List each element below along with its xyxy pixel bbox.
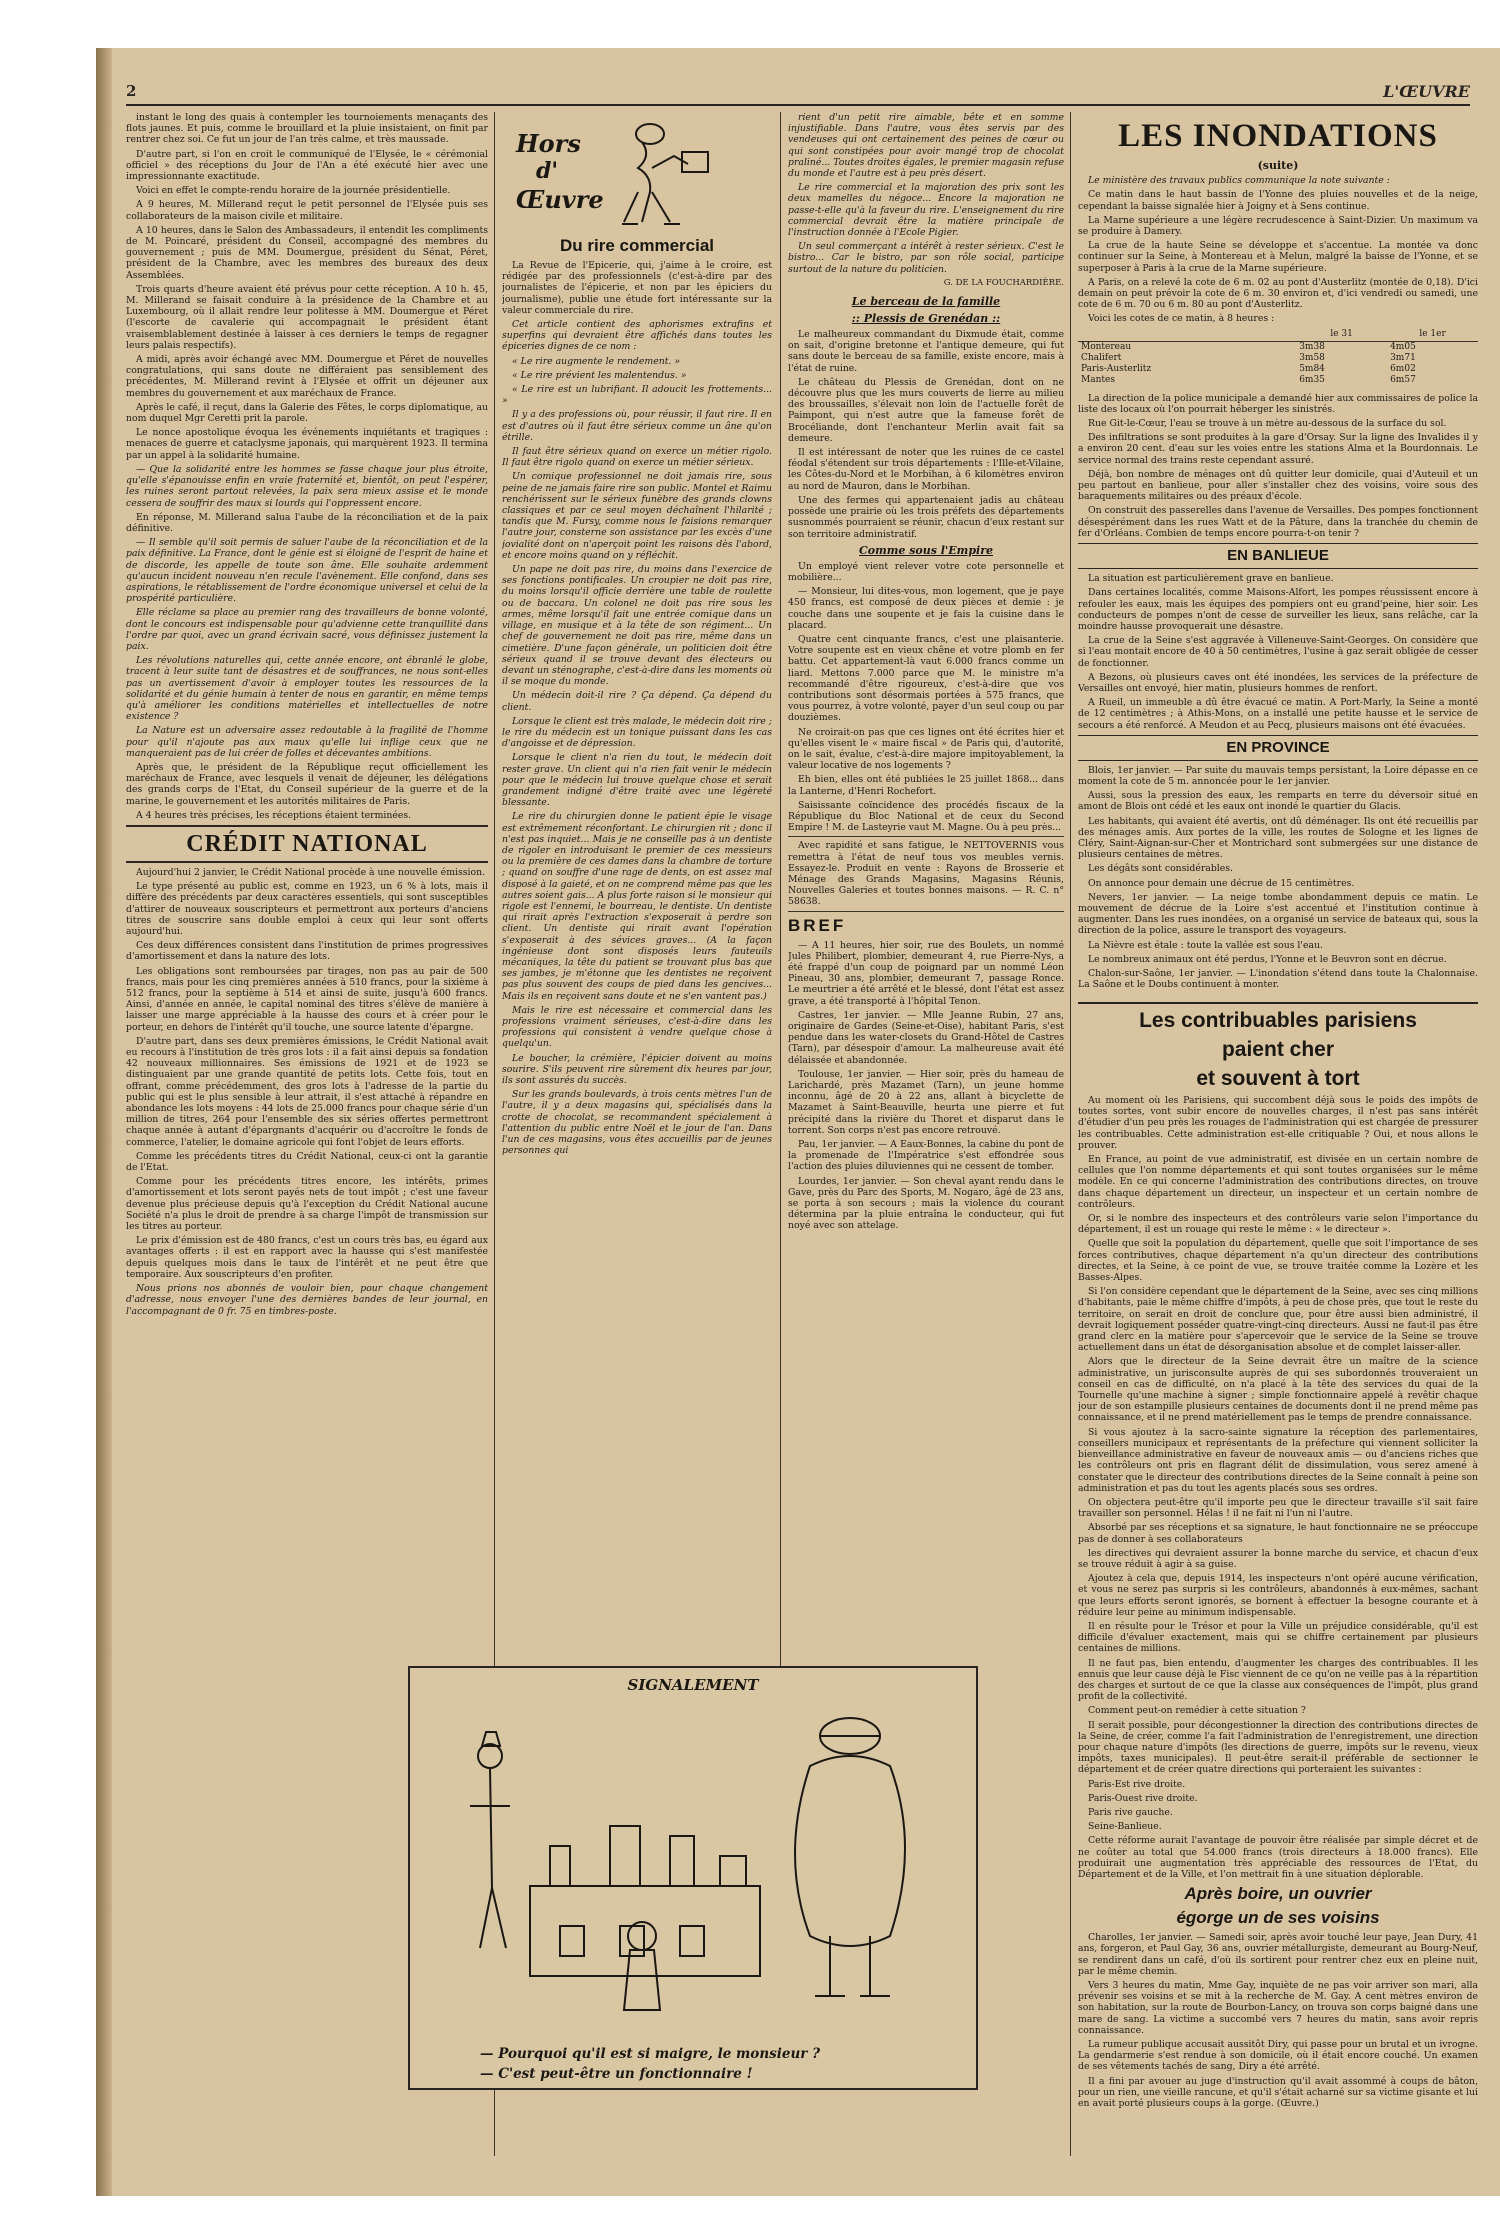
paragraph: Cet article contient des aphorismes extrafins et superfins qui devraient être affichés dans toutes les épiceries dignes de ce nom : — [502, 319, 772, 353]
paragraph: rient d'un petit rire aimable, bête et en somme injustifiable. Dans l'autre, vous êtes servis par des vendeuses qui ont certainement des peines de cœur ou qui sont constipées pour avoir mangé trop de chocolat praliné... Toutes droites égales, le premier magasin refuse du monde et l'autre est à peu près désert. — [788, 112, 1064, 180]
banlieue-title: EN BANLIEUE — [1078, 543, 1478, 569]
subscriber-notice: Nous prions nos abonnés de vouloir bien, pour chaque changement d'adresse, nous envoyer l'une des dernières bandes de leur journal, en l'accompagnant de 0 fr. 75 en timbres-poste. — [126, 1283, 488, 1317]
paragraph: Alors que le directeur de la Seine devrait être un maître de la science administrative, un jurisconsulte auprès de qui ses subordonnés trouveraient un conseil en cas de difficulté, on n'a placé à la tête des services du quai de la Tournelle qu'une machine à signer ; simple fonctionnaire appelé à revêtir chaque jour de son estampille plusieurs centaines de documents dont il ne prend même pas connaissance, et il ne prend matériellement pas le temps de prendre connaissance. — [1078, 1356, 1478, 1424]
bref-title: BREF — [788, 915, 847, 935]
quote: Elle réclame sa place au premier rang des travailleurs de bonne volonté, dont le concours est indispensable pour qu'advienne cette tranquillité dans l'ordre par quoi, avec un grand écrivain sacré, vous définissez justement la paix. — [126, 607, 488, 652]
paragraph: Il faut être sérieux quand on exerce un métier rigolo. Il faut être rigolo quand on exerce un métier sérieux. — [502, 446, 772, 469]
paragraph: — Monsieur, lui dites-vous, mon logement, que je paye 450 francs, est composé de deux pièces et demie : je couche dans une soupente et je fais la cuisine dans le placard. — [788, 586, 1064, 631]
paragraph: Quatre cent cinquante francs, c'est une plaisanterie. Votre soupente est en vieux chêne et votre plomb en fer battu. Cet appartement-là vaut 6.000 francs comme un liard. Mettons 7.000 parce que M. le ministre m'a recommandé d'être rigoureux, c'est-à-dire que vos contributions sont désormais portées à 575 francs, que vous pourrez, à votre volonté, payer d'un seul coup ou par douzièmes. — [788, 633, 1064, 724]
paragraph: Aussi, sous la pression des eaux, les remparts en terre du déversoir situé en amont de Blois ont cédé et les eaux ont inondé le quartier du Glacis. — [1078, 790, 1478, 813]
paragraph: Un comique professionnel ne doit jamais rire, sous peine de ne jamais faire rire son public. Montel et Raimu renchérissent sur le sérieux funèbre des grands clowns classiques et par ce seul moyen déchaînent l'hilarité ; tandis que M. Fursy, comme nous le faisions remarquer l'autre jour, consterne son assistance par les excès d'une jovialité dont on n'aperçoit point les raisons dès l'abord, et encore moins quand on y réfléchit. — [502, 471, 772, 561]
logo-d: d' — [536, 158, 559, 184]
paragraph: Vers 3 heures du matin, Mme Gay, inquiète de ne pas voir arriver son mari, alla prévenir ses voisins et se mit à la recherche de M. Gay. A cent mètres environ de son habitation, sur la route de Bourbon-Lancy, on trouva son corps baigné dans une mare de sang. La victime a succombé vers 7 heures du matin, sans avoir repris connaissance. — [1078, 1980, 1478, 2036]
paragraph: Voici les cotes de ce matin, à 8 heures : — [1088, 313, 1275, 325]
paragraph: Une des fermes qui appartenaient jadis au château possède une prairie où les trois préfets des départements susnommés pourraient se réunir, chacun d'eux restant sur son territoire administratif. — [788, 494, 1064, 540]
paragraph: Au moment où les Parisiens, qui succombent déjà sous le poids des impôts de toutes sortes, vont subir encore de nouvelles charges, il n'est pas sans intérêt d'étudier d'un peu près les rouages de l'administration qui est chargée de pressurer les contribuables. Cette administration est-elle critiquable ? Oui, et nous allons le prouver. — [1078, 1095, 1478, 1151]
paragraph: D'autre part, dans ses deux premières émissions, le Crédit National avait eu recours à l'institution de très gros lots : il a fait ainsi depuis sa fondation 42 nouveaux millionnaires. Ses émissions de 1921 et de 1923 se distinguaient par une grande quantité de petits lots. Cette fois, tout en offrant, comme précédemment, des gros lots à l'adresse de la partie du public qui est le plus sensible à leur attrait, il s'est attaché à répandre en abondance les lots moyens : 44 lots de 25.000 francs pour chaque série d'un million de titres, 264 pour l'ensemble des six séries offertes permettront chaque année à autant d'épargnants d'acquérir ou d'accroître le fonds de commerce, l'atelier, le domaine agricole qui font l'objet de leurs efforts. — [126, 1035, 488, 1148]
quote: — Que la solidarité entre les hommes se fasse chaque jour plus étroite, qu'elle s'épanouisse enfin en vraie fraternité et, bientôt, on peut l'espérer, les ruines seront partout relevées, la paix sera mieux assise et le monde cessera de souffrir des maux si lourds qui l'oppressent encore. — [126, 463, 488, 509]
list-item: Paris-Est rive droite. — [1088, 1778, 1186, 1790]
paragraph: A Rueil, un immeuble a dû être évacué ce matin. A Port-Marly, la Seine a monté de 12 centimètres ; à Athis-Mons, on a installé une petite hausse et le service de secours a été renforcé. A Meudon et au Pecq, plusieurs maisons ont été évacuées. — [1078, 697, 1478, 731]
cartoon-caption-2: — C'est peut-être un fonctionnaire ! — [480, 2066, 753, 2082]
paragraph: D'autre part, si l'on en croit le communiqué de l'Elysée, le « cérémonial officiel » des réceptions du Jour de l'An a été exécuté hier avec une impressionnante exactitude. — [126, 148, 488, 183]
paragraph: Comme les précédents titres du Crédit National, ceux-ci ont la garantie de l'Etat. — [126, 1150, 488, 1174]
hors-doeuvre-logo — [502, 112, 772, 230]
paragraph: Lorsque le client est très malade, le médecin doit rire ; le rire du médecin est un tonique puissant dans les cas d'angoisse et de dépression. — [502, 715, 772, 750]
empire-title: Comme sous l'Empire — [859, 543, 993, 557]
paragraph: Si vous ajoutez à la sacro-sainte signature la réception des parlementaires, conseillers municipaux et représentants de la préfecture qui viennent solliciter la bienveillance administrative en faveur de nouveaux amis — ou d'anciens riches que les contrôleurs ont pris en flagrant délit de dissimulation, vous serez amené à constater que le directeur des contributions directes de la Seine connaît à peine son administration et pas du tout les agents placés sous ses ordres. — [1078, 1426, 1478, 1494]
paragraph: Voici en effet le compte-rendu horaire de la journée présidentielle. — [136, 185, 451, 197]
paragraph: Saisissante coïncidence des procédés fiscaux de la République du Bloc National et de ceux du Second Empire ! M. de Lasteyrie vaut M. Magne. Ou à peu près... — [788, 799, 1064, 834]
contribuables-block — [1078, 998, 1478, 2156]
paragraph: Après le café, il reçut, dans la Galerie des Fêtes, le corps diplomatique, au nom duquel Mgr Ceretti prit la parole. — [126, 401, 488, 425]
paragraph: Le boucher, la crémière, l'épicier doivent au moins sourire. S'ils peuvent rire sûrement dix heures par jour, ils sont assurés du succès. — [502, 1052, 772, 1087]
paragraph: Eh bien, elles ont été publiées le 25 juillet 1868... dans la Lanterne, d'Henri Rochefort. — [788, 774, 1064, 797]
paragraph: A Paris, on a relevé la cote de 6 m. 02 au pont d'Austerlitz (montée de 0,18). D'ici demain on peut prévoir la cote de 6 m. 30 environ et, d'ici vendredi ou samedi, une cote de 6 m. 70 ou 6 m. 80 au pont d'Austerlitz. — [1078, 276, 1478, 311]
list-item: Seine-Banlieue. — [1088, 1821, 1162, 1833]
paragraph: Ce matin dans le haut bassin de l'Yonne des pluies nouvelles et de la neige, cependant la baisse signalée hier à Joigny et à Sens continue. — [1078, 189, 1478, 212]
newspaper-scan — [96, 48, 1500, 2196]
brief-item: Toulouse, 1er janvier. — Hier soir, près du hameau de Larichardé, près Mazamet (Tarn), un jeune homme inconnu, âgé de 20 à 22 ans, allant à bicyclette de Mazamet à Saint-Beauville, heurta une pierre et fut précipité dans la rivière du Thoret et disparut dans le torrent. Son corps n'est pas encore retrouvé. — [788, 1068, 1064, 1136]
article-title: Du rire commercial — [559, 236, 714, 255]
paragraph: Il en résulte pour le Trésor et pour la Ville un préjudice considérable, qu'il est difficile d'évaluer exactement, mais qui se chiffre certainement par plusieurs centaines de millions. — [1078, 1620, 1478, 1655]
quote: — Il semble qu'il soit permis de saluer l'aube de la réconciliation et de la paix définitive. La France, dont le génie est si éloigné de l'esprit de haine et de discorde, les appelle de toute son âme. Elle souhaite ardemment qu'aucun incident nouveau n'en recule l'avènement. Elle confond, dans ses aspirations, le rétablissement de l'ordre économique universel et celui de la prospérité particulière. — [126, 537, 488, 605]
inondations-block — [1078, 112, 1478, 992]
column-3 — [788, 112, 1064, 1726]
paragraph: Le prix d'émission est de 480 francs, c'est un cours très bas, eu égard aux avantages offerts : il est en rapport avec la hausse qui s'est manifestée depuis quelques mois dans le taux de l'intérêt et ne peut être que temporaire. Aux souscripteurs d'en profiter. — [126, 1235, 488, 1280]
suite-label: (suite) — [1257, 159, 1299, 172]
paragraph: instant le long des quais à contempler les tournoiements menaçants des flots jaunes. Et puis, comme le brouillard et la pluie insistaient, on finit par rentrer chez soi. Ce fut un jour de l'an très calme, et très maussade. — [126, 112, 488, 146]
column-rule — [780, 112, 781, 1726]
province-title: EN PROVINCE — [1078, 735, 1478, 761]
running-head — [126, 78, 1470, 106]
paragraph: La crue de la haute Seine se développe et s'accentue. La montée va donc continuer sur la Seine, à Montereau et à Melun, malgré la baisse de l'Yonne, et se superposer à Paris à la crue de la Marne supérieure. — [1078, 240, 1478, 274]
aphorism: « Le rire prévient les malentendus. » — [512, 369, 687, 381]
list-item: Paris-Ouest rive droite. — [1088, 1792, 1198, 1804]
paragraph: Ces deux différences consistent dans l'institution de primes progressives d'amortissement et dans la nature des lots. — [126, 940, 488, 963]
quote: La Nature est un adversaire assez redoutable à la fragilité de l'homme pour qu'il n'ajoute pas aux maux qu'elle lui inflige ceux que ne manqueraient pas de lui créer de folles et décevantes ambitions. — [126, 725, 488, 759]
paragraph: A midi, après avoir échangé avec MM. Doumergue et Péret de nouvelles congratulations, qui sans doute ne différaient pas sensiblement des précédentes, M. Millerand revint à l'Elysée et offrit un déjeuner aux membres du gouvernement et aux maréchaux de France. — [126, 354, 488, 399]
paragraph: Un seul commerçant a intérêt à rester sérieux. C'est le bistro... Car le bistro, par son rôle social, participe surtout de la nature du politicien. — [788, 241, 1064, 275]
paragraph: Le château du Plessis de Grenédan, dont on ne découvre plus que les murs couverts de lierre au milieu des broussailles, s'élevait non loin de l'actuelle forêt de Paimpont, qui n'est autre que la fameuse forêt de Brocéliande, dont l'enchanteur Merlin avait fait sa demeure. — [788, 376, 1064, 444]
brief-item: Castres, 1er janvier. — Mlle Jeanne Rubin, 27 ans, originaire de Gardes (Seine-et-Oise), habitant Paris, s'est pendue dans les water-closets du Grand-Hôtel de Castres (Tarn), par désespoir d'amour. La malheureuse avait été délaissée et abandonnée. — [788, 1009, 1064, 1066]
brief-item: — A 11 heures, hier soir, rue des Boulets, un nommé Jules Philibert, plombier, demeurant 4, rue Pierre-Nys, a été frappé d'un coup de poignard par un nommé Léon Pineau, 30 ans, plombier, demeurant 7, passage Ronce. Le meurtrier a été arrêté et le blessé, dont l'état est assez grave, a été transporté à l'hôpital Tenon. — [788, 939, 1064, 1007]
paragraph: Aujourd'hui 2 janvier, le Crédit National procède à une nouvelle émission. — [136, 866, 486, 878]
credit-national-headline: CRÉDIT NATIONAL — [126, 825, 488, 863]
column-rule — [1070, 112, 1071, 2156]
contribuables-headline-2: paient cher — [1221, 1038, 1335, 1061]
cartoon-caption-1: — Pourquoi qu'il est si maigre, le monsieur ? — [480, 2046, 820, 2062]
newspaper-name: L'ŒUVRE — [1383, 82, 1470, 101]
table-header: le 31 le 1er — [1078, 328, 1478, 342]
paragraph: Le type présenté au public est, comme en 1923, un 6 % à lots, mais il diffère des précédents par deux caractères essentiels, qui sont susceptibles d'attirer de nouveaux souscripteurs et permettront aux porteurs d'anciens titres de souscrire sans double emploi à ceux qui leur sont offerts aujourd'hui. — [126, 881, 488, 937]
table-row: Paris-Austerlitz 5m84 6m02 — [1081, 364, 1416, 375]
paragraph: Il y a des professions où, pour réussir, il faut rire. Il en est d'autres où il faut être sérieux comme un âne qu'on étrille. — [502, 409, 772, 443]
paragraph: A Bezons, où plusieurs caves ont été inondées, les services de la préfecture de Versailles ont envoyé, hier matin, plusieurs hommes de renfort. — [1078, 671, 1478, 694]
paragraph: Cette réforme aurait l'avantage de pouvoir être réalisée par simple décret et de ne coûter au total que 54.000 francs (trois directeurs à 18.000 francs). Elle produirait une augmentation très appréciable des ressources de l'Etat, du Département et de la Ville, et l'on mettrait fin à une situation déplorable. — [1078, 1835, 1478, 1880]
berceau-title: Le berceau de la famille — [851, 295, 1001, 309]
paragraph: La situation est particulièrement grave en banlieue. — [1088, 573, 1334, 585]
cartoon-signalement — [408, 1666, 978, 2090]
paragraph: Lorsque le client n'a rien du tout, le médecin doit rester grave. Un client qui n'a rien fait venir le médecin pour que le médecin lui trouve quelque chose et serait grandement indigné d'être traité avec une légèreté blessante. — [502, 752, 772, 809]
page-number: 2 — [126, 82, 137, 100]
list-item: Paris rive gauche. — [1088, 1806, 1173, 1818]
table-row: Mantes 6m35 6m57 — [1081, 375, 1416, 386]
brief-item: Lourdes, 1er janvier. — Son cheval ayant rendu dans le Gave, près du Parc des Sports, M. Nogaro, âgé de 23 ans, se porta à son secours ; mais la violence du courant détermina par la pluie entraîna le conducteur, qui fut noyé avec son attelage. — [788, 1175, 1064, 1232]
paragraph: A 9 heures, M. Millerand reçut le petit personnel de l'Elysée puis ses collaborateurs de la maison civile et militaire. — [126, 199, 488, 222]
paragraph: Si l'on considère cependant que le département de la Seine, avec ses cinq millions d'habitants, paie le même chiffre d'impôts, à peu de chose près, que tout le reste du territoire, on serait en droit de conclure que, pour être aussi bien administré, il devrait logiquement posséder quatre-vingt-cinq directeurs. Aussi ne faut-il pas être grand clerc en la matière pour s'apercevoir que le service de la Seine se trouve actuellement dans un état de désorganisation absolue et de complet laisser-aller. — [1078, 1286, 1478, 1354]
inondations-headline: LES INONDATIONS — [1118, 118, 1438, 154]
aphorism: « Le rire est un lubrifiant. Il adoucit les frottements... » — [502, 384, 772, 407]
paragraph: Il ne faut pas, bien entendu, d'augmenter les charges des contribuables. Il les ennuis que leur cause déjà le Fisc viennent de ce qu'on ne veille pas à la répartition des charges et surtout de ce que la classe aux conséquences de l'impôt, plus grand profit de la collectivité. — [1078, 1657, 1478, 1703]
chef-drawing-icon — [502, 112, 772, 230]
paragraph: Charolles, 1er janvier. — Samedi soir, après avoir touché leur paye, Jean Dury, 41 ans, forgeron, et Paul Gay, 36 ans, ouvrier métallurgiste, demeurant au Bourg-Neuf, se rendirent dans un café, d'où ils sortirent pour rentrer chez eux en pleine nuit, par le même chemin. — [1078, 1932, 1478, 1977]
paragraph: A 10 heures, dans le Salon des Ambassadeurs, il entendit les compliments de M. Poincaré, président du Conseil, accompagné des membres du gouvernement ; puis de MM. Doumergue, président du Sénat, Péret, président de la Chambre, avec les membres des bureaux des deux Assemblées. — [126, 224, 488, 281]
paragraph: Ne croirait-on pas que ces lignes ont été écrites hier et qu'elles visent le « maire fiscal » de Paris qui, d'autorité, on le sait, évalue, c'est-à-dire majore impitoyablement, la valeur locative de nos logements ? — [788, 726, 1064, 772]
paragraph: Des infiltrations se sont produites à la gare d'Orsay. Sur la ligne des Invalides il y a environ 20 cent. d'eau sur les voies entre les stations Alma et la Bourdonnais. Le service normal des trains reste cependant assuré. — [1078, 432, 1478, 466]
water-levels-table — [1078, 328, 1478, 387]
cartoon-title: SIGNALEMENT — [627, 1676, 759, 1694]
paragraph: Déjà, bon nombre de ménages ont dû quitter leur domicile, quai d'Auteuil et un peu partout en banlieue, pour aller s'installer chez des voisins, voire sous des baraquements militaires ou des préaux d'école. — [1078, 468, 1478, 503]
paragraph: Après que, le président de la République reçut officiellement les maréchaux de France, avec lesquels il venait de déjeuner, les délégations des grands corps de l'Etat, du Conseil supérieur de la guerre et de la marine, le gouvernement et les autorités militaires de Paris. — [126, 761, 488, 807]
voisin-title: Après boire, un ouvrier — [1184, 1884, 1372, 1904]
paragraph: Les dégâts sont considérables. — [1088, 863, 1233, 875]
paragraph: Un pape ne doit pas rire, du moins dans l'exercice de ses fonctions pontificales. Un croupier ne doit pas rire, du moins lorsqu'il officie derrière une table de roulette ou de baccara. Un colonel ne doit pas rire sous les armes, même lorsqu'il fait une entrée comique dans un village, en musique et à la tête de son régiment... Un chef de gouvernement ne doit pas rire, même dans un cimetière. D'une façon générale, un politicien doit être sérieux quand il se trouve devant des électeurs ou devant un sténographe, c'est-à-dire dans les moments où il se moque du monde. — [502, 564, 772, 688]
paragraph: Comme pour les précédents titres encore, les intérêts, primes d'amortissement et lots seront payés nets de tout impôt ; c'est une faveur devenue plus précieuse depuis qu'à l'exception du Crédit National aucune Société n'a plus le droit de prendre à sa charge l'impôt de transmission sur les titres au porteur. — [126, 1176, 488, 1233]
berceau-subtitle: :: Plessis de Grenédan :: — [851, 312, 1001, 326]
paragraph: A 4 heures très précises, les réceptions étaient terminées. — [136, 809, 412, 821]
brief-item: Pau, 1er janvier. — A Eaux-Bonnes, la cabine du pont de la promenade de l'Impératrice s'est effondrée sous l'action des pluies diluviennes qui ne cessent de tomber. — [788, 1139, 1064, 1173]
paragraph: Les obligations sont remboursées par tirages, non pas au pair de 500 francs, mais pour les cinq premières années à 510 francs, pour la sixième à 512 francs, pour la septième à 514 et ainsi de suite, jusqu'à 600 francs. Ainsi, d'année en année, le capital nominal des titres s'élève de manière à laisser une marge appréciable à la hausse des cours et à créer pour le porteur, en dehors de l'intérêt qu'il touche, une source latente d'épargne. — [126, 965, 488, 1033]
paragraph: La Marne supérieure a une légère recrudescence à Saint-Dizier. Un maximum va se produire à Damery. — [1078, 214, 1478, 238]
paragraph: Chalon-sur-Saône, 1er janvier. — L'inondation s'étend dans toute la Chalonnaise. La Saône et le Doubs continuent à monter. — [1078, 967, 1478, 991]
paragraph: En réponse, M. Millerand salua l'aube de la réconciliation et de la paix définitive. — [126, 511, 488, 534]
paragraph: Nevers, 1er janvier. — La neige tombe abondamment depuis ce matin. Le mouvement de décrue de la Loire s'est accentué et l'institution continue à augmenter. Dans les rues inondées, on a organisé un service de bateaux qui, sous la direction de la police, assure le transport des voyageurs. — [1078, 891, 1478, 937]
paragraph: Le rire du chirurgien donne le patient épie le visage est extrêmement réconfortant. Le chirurgien rit ; donc il n'est pas inquiet... Mais je ne conseille pas à un dentiste de rigoler en introduisant le premier de ces messieurs ou la première de ces dames dans la chambre de torture ; quand on souffre d'une rage de dents, on est assez mal disposé à la gaieté, et on ne comprend même pas que les autres soient gais... A plus forte raison si le monsieur qui rigole est l'ennemi, le bourreau, le dentiste. Un dentiste qui rirait après l'extraction s'exposerait à perdre son client. Un dentiste qui rirait avant l'opération s'exposerait à des sévices graves... (A la façon ingénieuse dont sont disposés leurs fauteuils mécaniques, la tête du patient se trouvant plus bas que ses jambes, je m'étonne que les dentistes ne reçoivent pas plus souvent des coups de pied dans les gencives... Mais ils en reçoivent sans doute et ne s'en vantent pas.) — [502, 811, 772, 1002]
paragraph: Il a fini par avouer au juge d'instruction qu'il avait assommé à coups de bâton, pour un rien, une vieille rancune, et qu'il s'était acharné sur sa victime gisante et lui en avait porté plusieurs coups à la gorge. (Œuvre.) — [1078, 2075, 1478, 2110]
paragraph: Les habitants, qui avaient été avertis, ont dû déménager. Ils ont été recueillis par des ménages amis. Aux portes de la ville, les routes de Sologne et les lignes de Cléry, Saint-Aignan-sur-Cher et Montrichard sont submergées sur une distance de plusieurs centaines de mètres. — [1078, 815, 1478, 861]
paragraph: Mais le rire est nécessaire et commercial dans les professions vraiment sérieuses, c'est-à-dire dans les professions qui consistent à vendre quelque chose à quelqu'un. — [502, 1004, 772, 1050]
paragraph: La rumeur publique accusait aussitôt Diry, qui passe pour un brutal et un ivrogne. La gendarmerie s'est rendue à son domicile, où il était encore couché. Un examen de ses vêtements tachés de sang, Diry a été arrêté. — [1078, 2039, 1478, 2073]
contribuables-headline-3: et souvent à tort — [1196, 1067, 1360, 1090]
paragraph: Blois, 1er janvier. — Par suite du mauvais temps persistant, la Loire dépasse en ce moment la cote de 5 m. annoncée pour le 1er janvier. — [1078, 764, 1478, 787]
paragraph: les directives qui devraient assurer la bonne marche du service, et chacun d'eux se trouve réduit à agir à sa guise. — [1078, 1547, 1478, 1570]
paragraph: Un employé vient relever votre cote personnelle et mobilière... — [788, 560, 1064, 583]
paragraph: Le rire commercial et la majoration des prix sont les deux mamelles du négoce... Encore la majoration ne passe-t-elle qu'à la faveur du rire. L'enseignement du rire commercial devrait être la matière principale de l'instruction donnée à l'Ecole Pigier. — [788, 182, 1064, 239]
paragraph: On annonce pour demain une décrue de 15 centimètres. — [1088, 877, 1355, 889]
paragraph: Or, si le nombre des inspecteurs et des contrôleurs varie selon l'importance du département, il est un rouage qui reste le même : « le directeur ». — [1078, 1213, 1478, 1236]
paragraph: Le malheureux commandant du Dixmude était, comme on sait, d'origine bretonne et l'antique demeure, qui fut sans doute le berceau de sa famille, existe encore, mais à l'état de ruine. — [788, 329, 1064, 374]
contribuables-headline: Les contribuables parisiens — [1078, 1002, 1478, 1033]
paragraph: Comment peut-on remédier à cette situation ? — [1088, 1705, 1306, 1717]
paragraph: Quelle que soit la population du département, quelle que soit l'importance de ses forces contributives, chaque département n'a qu'un directeur des contributions directes, et la Seine, à ce point de vue, se trouve traitée comme la Lozère et les Basses-Alpes. — [1078, 1238, 1478, 1284]
paragraph: Le nonce apostolique évoqua les événements inquiétants et tragiques : menaces de guerre et cataclysme japonais, qui marquèrent 1923. Il termina par un appel à la solidarité humaine. — [126, 427, 488, 461]
paragraph: Rue Git-le-Cœur, l'eau se trouve à un mètre au-dessous de la surface du sol. — [1088, 418, 1447, 430]
voisin-title-2: égorge un de ses voisins — [1176, 1908, 1380, 1928]
paragraph: Sur les grands boulevards, à trois cents mètres l'un de l'autre, il y a deux magasins qui, spécialisés dans la crotte de chocolat, se recommandent spécialement à l'attention du public entre Noël et le jour de l'an. Dans l'un de ces magasins, vous êtes accueillis par de jeunes personnes qui — [502, 1089, 772, 1157]
logo-hors: Hors — [516, 129, 581, 158]
paragraph: Absorbé par ses réceptions et sa signature, le haut fonctionnaire ne se préoccupe pas de donner à ses collaborateurs — [1078, 1522, 1478, 1545]
paragraph: La Nièvre est étale : toute la vallée est sous l'eau. — [1088, 939, 1323, 951]
paragraph: Le ministère des travaux publics communique la note suivante : — [1088, 175, 1390, 187]
signature: G. DE LA FOUCHARDIÈRE. — [943, 277, 1064, 288]
paragraph: La Revue de l'Epicerie, qui, j'aime à le croire, est rédigée par des professionnels (c'est-à-dire par des journalistes de l'épicerie, et non par les épiciers du journalisme), publie une étude fort intéressante sur la valeur commerciale du rire. — [502, 260, 772, 316]
table-row: Montereau 3m38 4m05 — [1081, 341, 1416, 352]
paragraph: Ajoutez à cela que, depuis 1914, les inspecteurs n'ont opéré aucune vérification, et vous ne serez pas surpris si les contrôleurs, abandonnés à eux-mêmes, sachant que leurs efforts seront ignorés, se bornent à effectuer la besogne courante et à réduire leur peine au minimum indispensable. — [1078, 1573, 1478, 1618]
paragraph: La crue de la Seine s'est aggravée à Villeneuve-Saint-Georges. On considère que si l'eau montait encore de 40 à 50 centimètres, l'usine à gaz serait obligée de cesser de fonctionner. — [1078, 635, 1478, 669]
paragraph: Trois quarts d'heure avaient été prévus pour cette réception. A 10 h. 45, M. Millerand se faisait conduire à la présidence de la Chambre et au Luxembourg, où il allait rendre leur politesse à MM. Doumergue et Péret (l'escorte de cavalerie qui accompagnait le président étant vraisemblablement destinée à laisser à ces derniers le temps de regagner leurs palais respectifs). — [126, 283, 488, 351]
paragraph: On objectera peut-être qu'il importe peu que le directeur travaille s'il sait faire travailler son personnel. Hélas ! il ne fait ni l'un ni l'autre. — [1078, 1496, 1478, 1520]
paragraph: La direction de la police municipale a demandé hier aux commissaires de police la liste des locaux où l'on pourrait héberger les sinistrés. — [1078, 392, 1478, 415]
paragraph: Il est intéressant de noter que les ruines de ce castel féodal s'étendent sur trois départements : l'Ille-et-Vilaine, les Côtes-du-Nord et le Morbihan, à 6 kilomètres environ au nord de Mauron, dans le Morbihan. — [788, 447, 1064, 492]
logo-oeuvre: Œuvre — [516, 185, 604, 214]
paragraph: Le nombreux animaux ont été perdus, l'Yonne et le Beuvron sont en décrue. — [1088, 953, 1447, 965]
column-2 — [502, 112, 772, 1726]
paragraph: Un médecin doit-il rire ? Ça dépend. Ça dépend du client. — [502, 690, 772, 713]
aphorism: « Le rire augmente le rendement. » — [512, 355, 681, 367]
cartoon-drawing-icon — [410, 1696, 976, 2036]
quote: Les révolutions naturelles qui, cette année encore, ont ébranlé le globe, tracent à leur suite tant de désastres et de souffrances, ne nous sont-elles pas un avertissement d'avoir à employer toutes les ressources de la solidarité et du génie humain à tenter de nous en garantir, en même temps qu'à améliorer les conditions matérielles et intellectuelles de notre existence ? — [126, 655, 488, 723]
table-row: Chalifert 3m58 3m71 — [1081, 353, 1416, 364]
paragraph: On construit des passerelles dans l'avenue de Versailles. Des pompes fonctionnent désespérément dans les rues Watt et de la Pâture, dans la tranchée du chemin de fer d'Orléans. Combien de temps encore pourra-t-on tenir ? — [1078, 505, 1478, 539]
advertisement: Avec rapidité et sans fatigue, le NETTOVERNIS vous remettra à l'état de neuf tous vos meubles vernis. Essayez-le. Produit en vente : Rayons de Brosserie et Ménage des Grands Magasins, Magasins Réunis, Nouvelles Galeries et toutes bonnes maisons. — R. C. n° 58638. — [788, 836, 1064, 911]
paragraph: En France, au point de vue administratif, est divisée en un certain nombre de cellules que l'on nomme départements et qui sont toutes organisées sur le même modèle. En ce qui concerne l'administration des contributions directes, on trouve dans chaque département un directeur, un inspecteur et un certain nombre de contrôleurs. — [1078, 1154, 1478, 1210]
paragraph: Dans certaines localités, comme Maisons-Alfort, les pompes réussissent encore à refouler les eaux, mais les équipes des pompiers ont eu grand'peine, hier soir. Les conducteurs de pompes n'ont de cesse de surveiller les lieux, sans relâche, car la moindre hausse provoquerait une désastre. — [1078, 587, 1478, 632]
paragraph: Il serait possible, pour décongestionner la direction des contributions directes de la Seine, de créer, comme l'a fait l'administration de l'enregistrement, une direction pour chaque nature d'impôts (les directions de guerre, impôts sur le revenu, vieux impôts, taxes municipales). Il peut-être serait-il préférable de sectionner le département et de créer quatre directions qui porteraient les suivantes : — [1078, 1719, 1478, 1776]
